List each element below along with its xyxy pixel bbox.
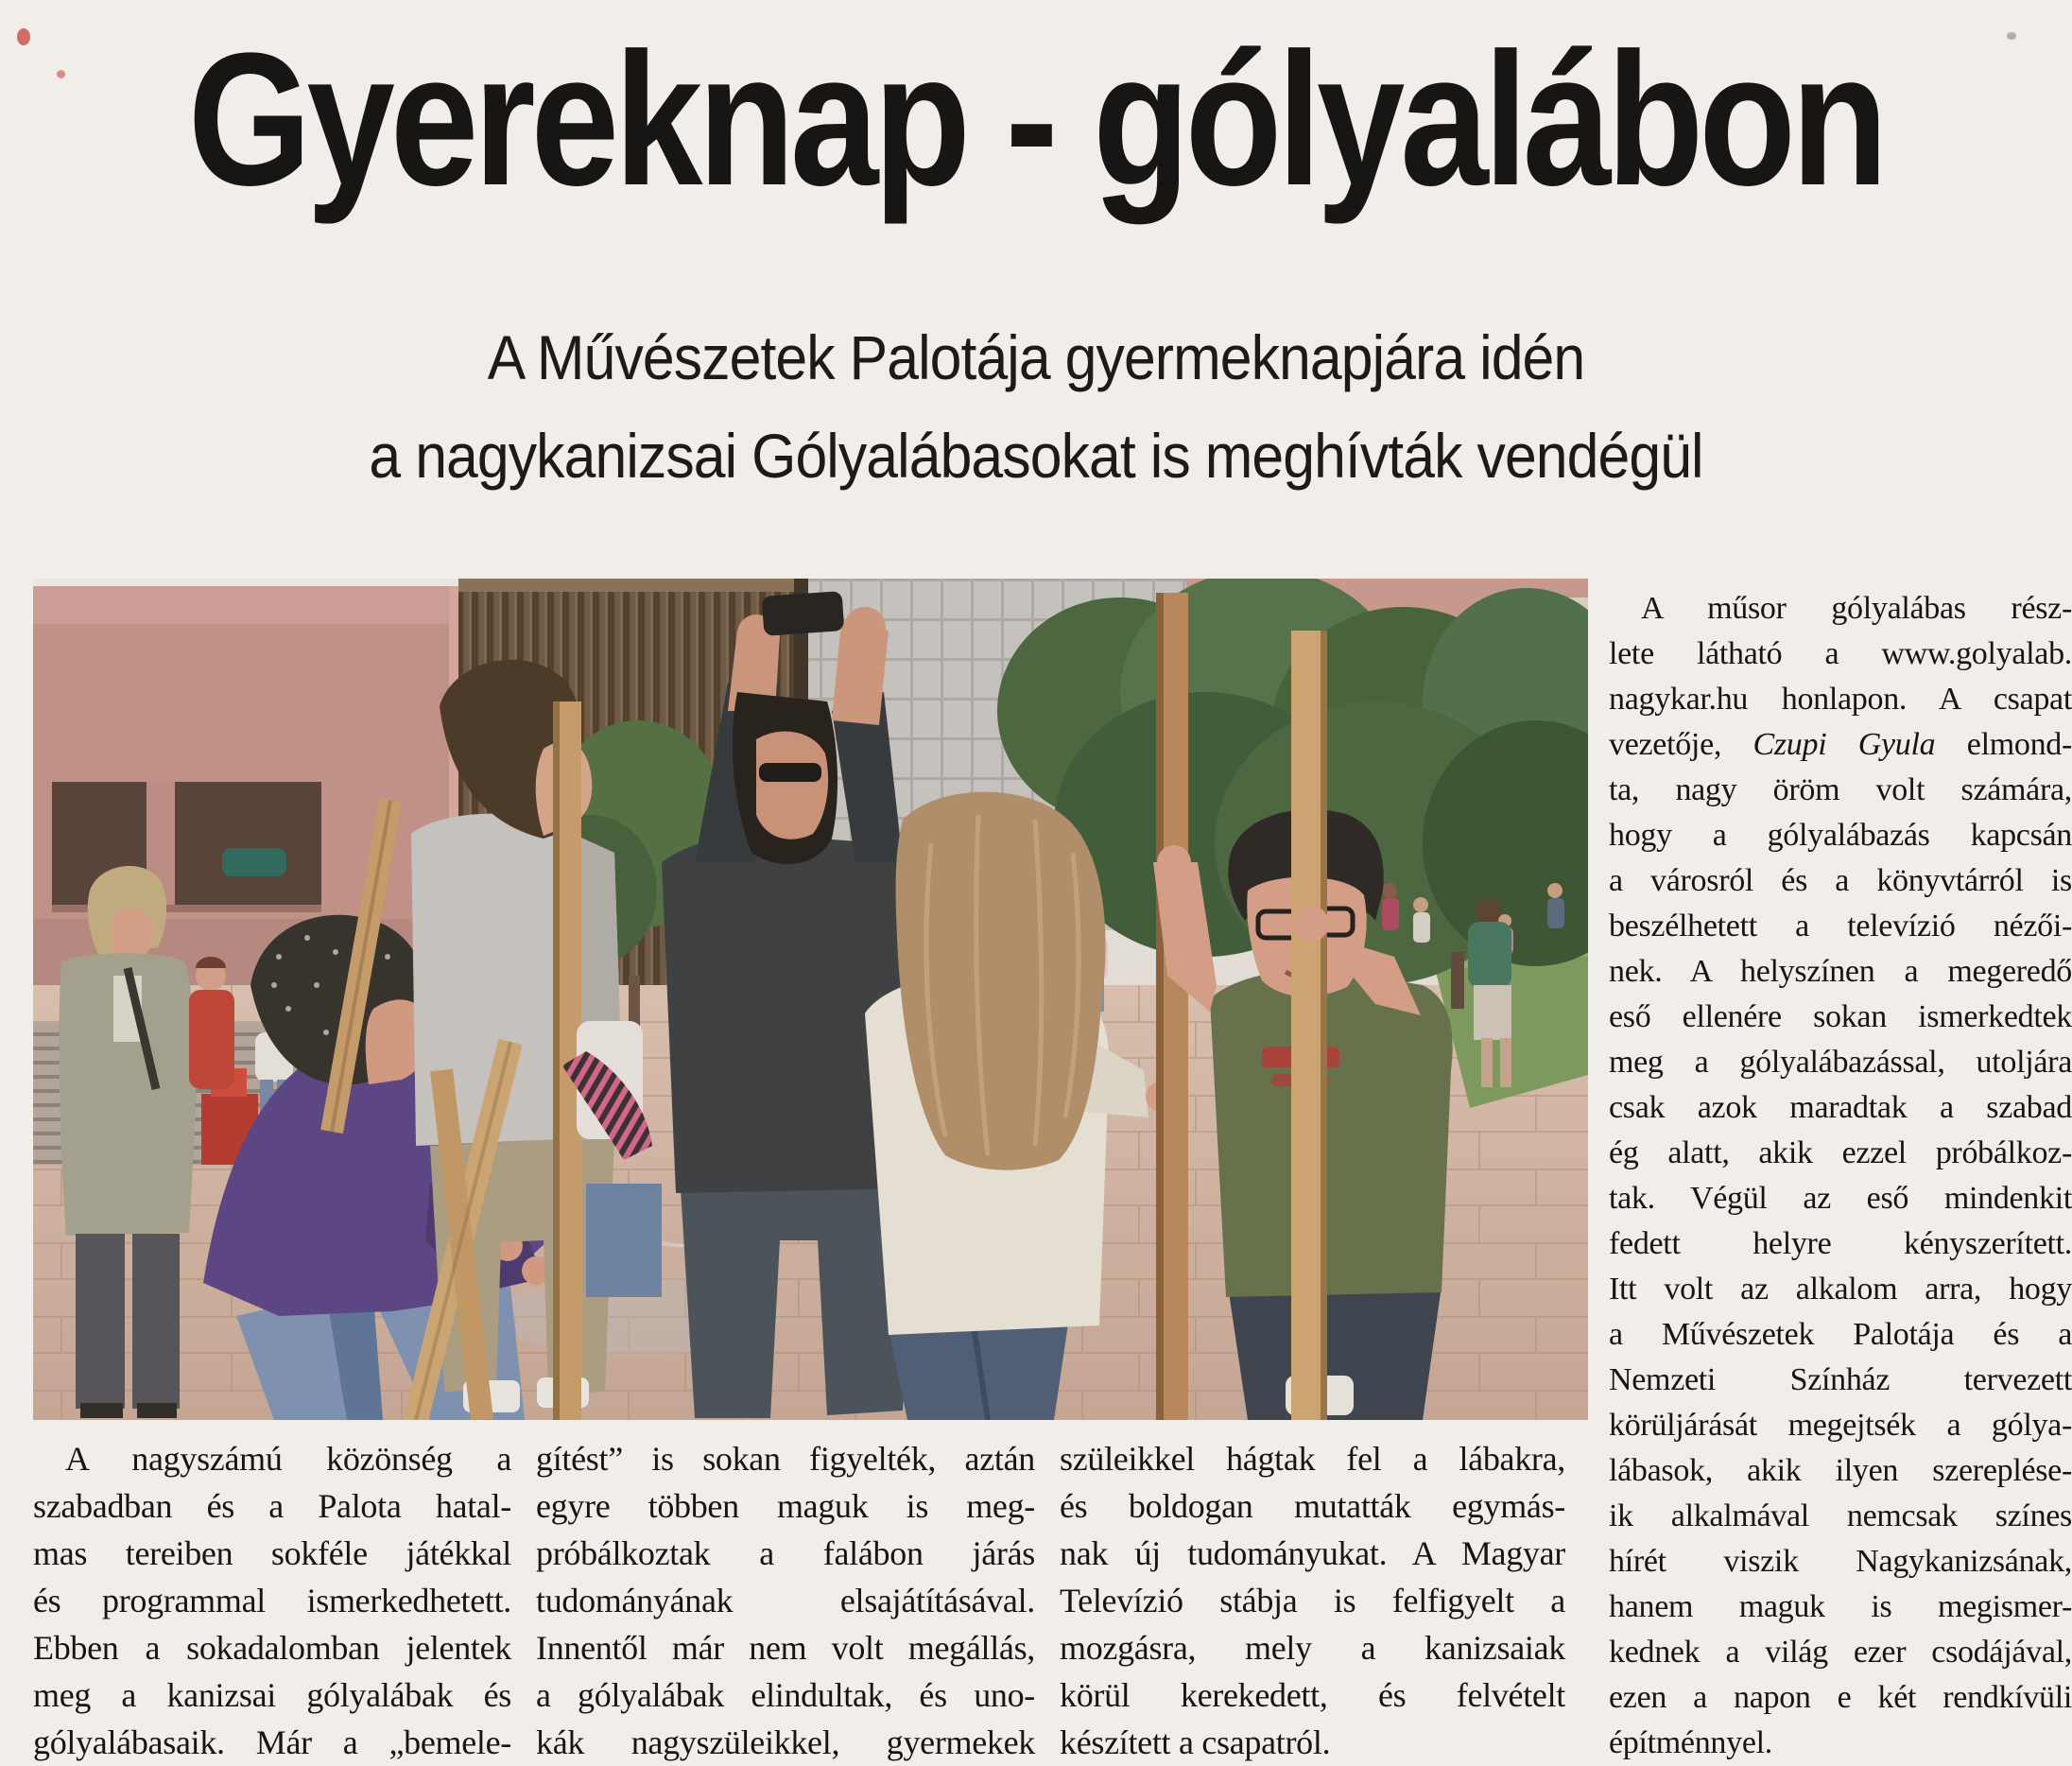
headline-text: Gyereknap - gólyalábon	[188, 14, 1884, 225]
text-line: próbálkoztak a falábon járás	[536, 1534, 1035, 1572]
text-line: lábasok, akik ilyen szereplése-	[1609, 1453, 2072, 1488]
text-line: tudományának elsajátításával.	[536, 1582, 1035, 1619]
subtitle-line: A Művészetek Palotája gyermeknapjára idén	[487, 322, 1585, 392]
text-line: és boldogan mutatták egymás-	[1060, 1487, 1565, 1525]
text-line: ik alkalmával nemcsak színes	[1609, 1498, 2072, 1533]
text-line: ta, nagy öröm volt számára,	[1609, 772, 2072, 807]
text-column-2	[536, 1435, 1035, 1766]
text-fragment: vezetője,	[1609, 727, 1753, 762]
text-line-with-italic	[1609, 722, 2072, 768]
text-line: Innentől már nem volt megállás,	[536, 1629, 1035, 1667]
text-line: gólyalábasaik. Már a „bemele-	[33, 1723, 511, 1761]
content-area	[0, 579, 2072, 1766]
scan-speck	[17, 28, 30, 45]
article-page	[0, 14, 2072, 1766]
text-column-right	[1609, 579, 2072, 1766]
text-line: A műsor gólyalábas rész-	[1641, 591, 2072, 626]
text-line: a Művészetek Palotája és a	[1609, 1317, 2072, 1352]
text-line: körüljárását megejtsék a gólya-	[1609, 1408, 2072, 1443]
text-line: hírét viszik Nagykanizsának,	[1609, 1544, 2072, 1579]
text-line: mozgásra, mely a kanizsaiak	[1060, 1629, 1565, 1667]
text-line: gítést” is sokan figyelték, aztán	[536, 1440, 1035, 1478]
text-line: készített a csapatról.	[1060, 1723, 1331, 1761]
text-line: nagykar.hu honlapon. A csapat	[1609, 682, 2072, 717]
photo-overlay	[33, 579, 1588, 1420]
text-line: kednek a világ ezer csodájával,	[1609, 1635, 2072, 1670]
text-column-3	[1060, 1435, 1565, 1766]
scan-speck	[2007, 32, 2016, 40]
text-line: nek. A helyszínen a megeredő	[1609, 954, 2072, 989]
text-line: lete látható a www.golyalab.	[1609, 636, 2072, 671]
text-line: egyre többen maguk is meg-	[536, 1487, 1035, 1525]
text-line: Ebben a sokadalomban jelentek	[33, 1629, 511, 1667]
text-line: Nemzeti Színház tervezett	[1609, 1362, 2072, 1397]
headline	[0, 14, 2072, 280]
bottom-columns	[33, 1435, 1588, 1766]
text-line: csak azok maradtak a szabad	[1609, 1090, 2072, 1125]
text-line: kák nagyszüleikkel, gyermekek	[536, 1723, 1035, 1761]
text-line: Televízió stábja is felfigyelt a	[1060, 1582, 1565, 1619]
text-line: szabadban és a Palota hatal-	[33, 1487, 511, 1525]
text-line: meg a gólyalábazással, utoljára	[1609, 1045, 2072, 1080]
subtitle-line: a nagykanizsai Gólyalábasokat is meghívták vendégül	[369, 421, 1703, 491]
text-line: a városról és a könyvtárról is	[1609, 863, 2072, 898]
text-line: szüleikkel hágtak fel a lábakra,	[1060, 1440, 1565, 1478]
text-line: beszélhetett a televízió nézői-	[1609, 909, 2072, 944]
text-line: építménnyel.	[1609, 1725, 1772, 1760]
left-area	[33, 579, 1588, 1766]
subtitle	[0, 308, 2072, 505]
scan-speck	[57, 70, 65, 78]
text-line: meg a kanizsai gólyalábak és	[33, 1676, 511, 1714]
text-line: eső ellenére sokan ismerkedtek	[1609, 999, 2072, 1034]
text-line: nak új tudományukat. A Magyar	[1060, 1534, 1565, 1572]
text-line: ég alatt, akik ezzel próbálkoz-	[1609, 1135, 2072, 1170]
text-line: tak. Végül az eső mindenkit	[1609, 1181, 2072, 1216]
text-column-1	[33, 1435, 511, 1766]
italic-name: Czupi Gyula	[1753, 727, 1936, 762]
text-line: A nagyszámú közönség a	[65, 1440, 511, 1478]
text-line: hanem maguk is megismer-	[1609, 1589, 2072, 1624]
text-fragment: elmond-	[1935, 727, 2072, 762]
text-line: ezen a napon e két rendkívüli	[1609, 1680, 2072, 1715]
text-line: és programmal ismerkedhetett.	[33, 1582, 511, 1619]
article-photo	[33, 579, 1588, 1420]
text-line: körül kerekedett, és felvételt	[1060, 1676, 1565, 1714]
text-line: a gólyalábak elindultak, és uno-	[536, 1676, 1035, 1714]
text-line: mas tereiben sokféle játékkal	[33, 1534, 511, 1572]
text-line: fedett helyre kényszerített.	[1609, 1226, 2072, 1261]
text-line: Itt volt az alkalom arra, hogy	[1609, 1272, 2072, 1307]
text-line: hogy a gólyalábazás kapcsán	[1609, 818, 2072, 853]
